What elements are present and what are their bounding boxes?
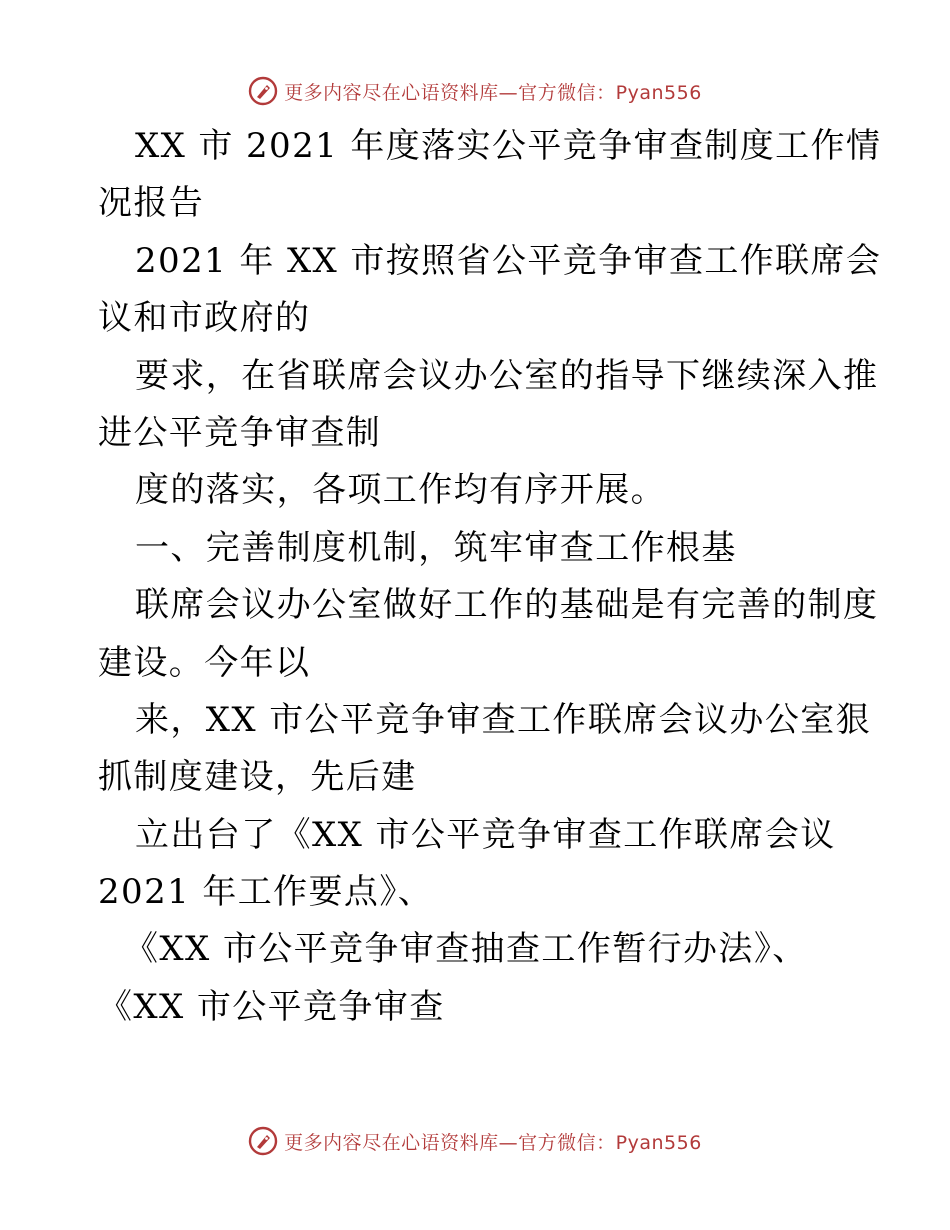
paragraph-line: 2021 年工作要点》、 (98, 872, 434, 913)
footer-watermark (0, 1124, 950, 1158)
paragraph-line: 联席会议办公室做好工作的基础是有完善的制度 (135, 585, 879, 626)
paragraph-line: 立出台了《XX 市公平竞争审查工作联席会议 (135, 814, 836, 855)
title-line-2: 况报告 (98, 183, 205, 224)
pen-nib-logo-icon (248, 76, 278, 106)
paragraph-line: 度的落实，各项工作均有序开展。 (135, 470, 666, 511)
paragraph-line: 《XX 市公平竞争审查抽查工作暂行办法》、 (124, 929, 808, 970)
paragraph-line: 2021 年 XX 市按照省公平竞争审查工作联席会 (135, 240, 882, 281)
paragraph-line: 进公平竞争审查制 (98, 412, 382, 453)
paragraph-line: 《XX 市公平竞争审查 (98, 986, 445, 1027)
section-heading: 一、完善制度机制，筑牢审查工作根基 (135, 527, 737, 568)
watermark-text: 更多内容尽在心语资料库—官方微信：Pyan556 (284, 81, 702, 104)
paragraph-line: 建设。今年以 (98, 642, 311, 683)
watermark-text: 更多内容尽在心语资料库—官方微信：Pyan556 (284, 1131, 702, 1154)
paragraph-line: 抓制度建设，先后建 (98, 757, 417, 798)
paragraph-line: 要求，在省联席会议办公室的指导下继续深入推 (135, 355, 879, 396)
title-line-1: XX 市 2021 年度落实公平竞争审查制度工作情 (135, 126, 882, 166)
pen-nib-logo-icon (248, 1126, 278, 1156)
header-watermark (0, 74, 950, 108)
document-body (98, 118, 882, 1036)
paragraph-line: 议和市政府的 (98, 298, 311, 339)
paragraph-line: 来，XX 市公平竞争审查工作联席会议办公室狠 (135, 699, 872, 740)
